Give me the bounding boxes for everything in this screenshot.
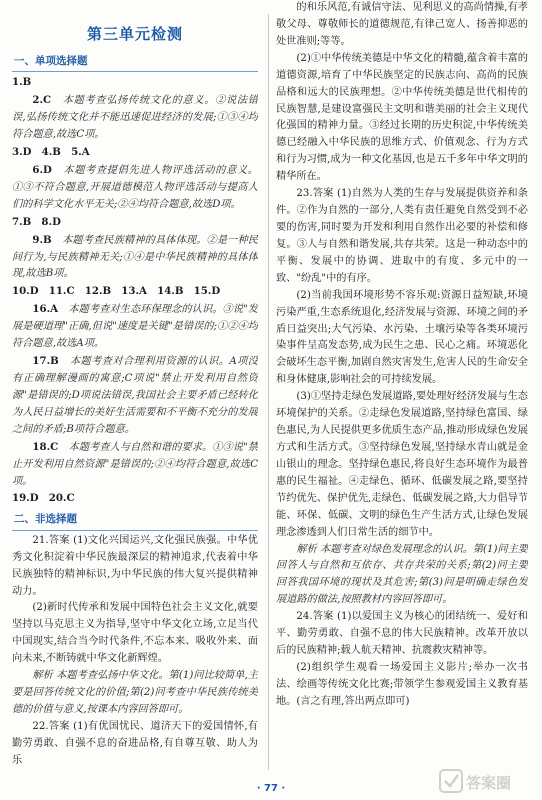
- answer-text: (2)组织学生观看一场爱国主义影片;举办一次书法、绘画等传统文化比赛;带领学生参观爱国主义教育基地。(言之有理,答出两点即可): [276, 661, 528, 707]
- explanation-text: 本题考查提倡先进人物评选活动的意义。①③不符合题意,开展道德模范人物评选活动与提高人们的科学文化水平无关;②④均符合题意,故选D项。: [12, 164, 258, 210]
- answer-item: [12, 439, 258, 491]
- answer-item: [276, 288, 528, 390]
- answer-text: 18.C: [32, 440, 59, 453]
- single-choice-answers: [12, 74, 258, 508]
- answer-item: [276, 609, 528, 660]
- non-choice-answers-left: [12, 533, 258, 770]
- page-title: 第三单元检测: [86, 25, 183, 43]
- answer-text: 3.D 4.B 5.A: [12, 146, 90, 158]
- answer-text: 2.C: [32, 94, 52, 107]
- left-column: [12, 0, 258, 778]
- explanation-text: 本题考查弘扬传统文化的意义。②说法错误,弘扬传统文化并不能迅速促进经济的发展;①③④均符合题意,故选C项。: [12, 95, 258, 141]
- answer-text: 解析 本题考查弘扬中华文化。第(1)问比较简单,主要是回答传统文化的价值;第(2)问考查中华民族传统美德的价值与意义,按课本内容回答即可。: [12, 670, 258, 715]
- answer-item: [276, 660, 528, 711]
- right-column: [276, 0, 528, 778]
- answer-text: 1.B: [12, 76, 32, 89]
- watermark-logo-icon: [438, 766, 534, 796]
- answer-item: [12, 719, 258, 770]
- answer-item: [12, 490, 258, 508]
- answer-text: 19.D 20.C: [12, 492, 75, 505]
- answer-text: 9.B: [32, 233, 52, 246]
- explanation-text: 本题考查民族精神的具体体现。②是一种民间行为,与民族精神无关;①④是中华民族精神的具体体现,故选B项。: [12, 234, 258, 280]
- section-single-choice: 一、单项选择题: [12, 53, 258, 72]
- answer-item: [12, 533, 258, 601]
- answer-text: 16.A: [32, 303, 59, 316]
- section-non-choice: 二、非选择题: [12, 511, 258, 530]
- explanation-text: 本题考查人与自然和谐的要求。①③说"禁止开发利用自然资源"是错误的;②④均符合题意,故选C项。: [12, 441, 258, 487]
- svg-text:答案圈: 答案圈: [466, 774, 512, 792]
- answer-item: [276, 186, 528, 288]
- answer-text: 21.答案 (1)文化兴国运兴,文化强民族强。中华优秀文化积淀着中华民族最深层的精神追求,代表着中华民族独特的精神标识,为中华民族的伟大复兴提供精神动力。: [12, 534, 258, 597]
- non-choice-answers-right: [276, 0, 528, 711]
- page-number: · 77 ·: [256, 783, 286, 794]
- answer-item: [12, 232, 258, 284]
- answer-text: 解析 本题考查对绿色发展理念的认识。第(1)问主要回答人与自然和互依存、共存共荣的关系;第(2)问主要回答我国环境的现状及其危害;第(3)问是明确走绿色发展道路的做法,按照教材内容回答即可。: [276, 543, 528, 606]
- answer-text: 17.B: [32, 355, 59, 368]
- answer-text: 24.答案 (1)以爱国主义为核心的团结统一、爱好和平、勤劳勇敢、自强不息的伟大民族精神。改革开放以后的民族精神;载人航天精神、抗震救灾精神等。: [276, 611, 528, 657]
- answer-text: (3)①坚持走绿色发展道路,要处理好经济发展与生态环境保护的关系。②走绿色发展道路,坚持绿色富国、绿色惠民,为人民提供更多优质生态产品,推动形成绿色发展方式和生活方式。③坚持绿色发展,坚持绿水青山就是金山银山的理念。坚持绿色惠民,将良好生态环境作为最普惠的民生福祉。④走绿色、循环、低碳发展之路,要坚持节约优先、保护优先,走绿色、低碳发展之路,大力倡导节能、环保、低碳、文明的绿色生产生活方式,让绿色发展理念渗透到人们日常生活的细节中。: [276, 391, 528, 538]
- answer-item: [276, 542, 528, 610]
- answer-text: 22.答案 (1)有优国忧民、道济天下的爱国情怀,有勤劳勇敢、自强不息的奋进品格,有自尊互敬、助人为乐: [12, 720, 258, 766]
- answer-text: 6.D: [32, 163, 52, 176]
- answer-text: (2)①中华传统美德是中华文化的精髓,蕴含着丰富的道德资源,培育了中华民族坚定的民族志向、高尚的民族品格和远大的民族理想。②中华传统美德是世代相传的民族智慧,是建设富强民主文明和谐美丽的社会主义现代化强国的精神力量。③经过长期的历史积淀,中华传统美德已经融入中华民族的思维方式、价值观念、行为方式和行为习惯,成为一种文化基因,也是五千多年中华文明的精华所在。: [276, 52, 528, 183]
- answer-item: [12, 600, 258, 668]
- answer-item: [12, 214, 258, 232]
- answer-item: [276, 51, 528, 186]
- answer-item: [12, 353, 258, 439]
- answer-item: [12, 92, 258, 144]
- answer-text: 的和乐风范,有诚信守法、见利思义的高尚情操,有孝敬父母、尊敬师长的道德规范,有律己宽人、扬善抑恶的处世准则;等等。: [276, 2, 528, 47]
- answer-item: [12, 162, 258, 214]
- answer-item: [12, 283, 258, 301]
- answer-text: 7.B 8.D: [12, 215, 61, 228]
- explanation-text: 本题考查对生态环保理念的认识。③说"发展是硬道理"正确,但说"速度是关键"是错误的;①②④均符合题意,故选A项。: [12, 304, 258, 350]
- answer-item: [12, 74, 258, 92]
- answer-text: (2)当前我国环境形势不容乐观:资源日益短缺,环境污染严重,生态系统退化,经济发展与资源、环境之间的矛盾日益突出;大气污染、水污染、土壤污染等各类环境污染事件呈高发态势,成为民生之患、民心之痛。环境恶化会破坏生态平衡,加剧自然灾害发生,危害人民的生命安全和身体健康,影响社会的可持续发展。: [276, 289, 528, 386]
- explanation-text: 本题考查对合理利用资源的认识。A项没有正确理解漫画的寓意;C项说"禁止开发利用自然资源"是错误的;D项说法错误,我国社会主要矛盾已经转化为人民日益增长的美好生活需要和不平衡不充分的发展之间的矛盾;B项符合题意。: [12, 356, 258, 435]
- answer-item: [12, 144, 258, 162]
- answer-text: (2)新时代传承和发展中国特色社会主义文化,就要坚持以马克思主义为指导,坚守中华文化立场,立足当代中国现实,结合当今时代条件,不忘本来、吸收外来、面向未来,不断铸就中华文化新辉煌。: [12, 602, 258, 665]
- answer-text: 10.D 11.C 12.B 13.A 14.B 15.D: [12, 285, 221, 298]
- answer-item: [12, 301, 258, 353]
- answer-item: [12, 668, 258, 719]
- answer-item: [276, 389, 528, 541]
- answer-text: 23.答案 (1)自然为人类的生存与发展提供资养和条件。②作为自然的一部分,人类有责任避免自然受到不必要的伤害,同时要为开发和利用自然作出必要的补偿和修复。③人与自然和谐发展,共存共荣。这是一种动态中的平衡、发展中的协调、进取中的有度、多元中的一致、"纷乱"中的有序。: [276, 188, 528, 284]
- column-divider: [268, 14, 269, 770]
- answer-item: [276, 0, 528, 51]
